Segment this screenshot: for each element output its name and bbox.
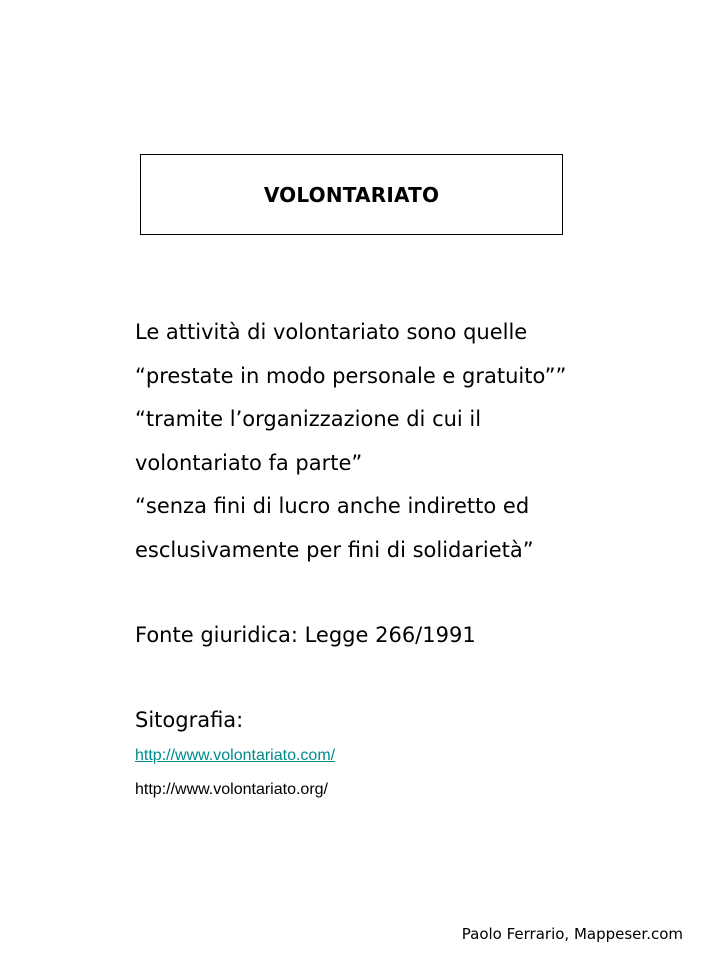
footer-credit: Paolo Ferrario, Mappeser.com <box>461 925 683 943</box>
definition-line: volontariato fa parte” <box>135 450 363 475</box>
link-volontariato-org: http://www.volontariato.org/ <box>135 781 328 798</box>
definition-line: “senza fini di lucro anche indiretto ed <box>135 494 530 518</box>
definition-text <box>135 311 695 572</box>
definition-line: “tramite l’organizzazione di cui il <box>135 407 482 431</box>
sitografia-heading: Sitografia: <box>135 708 244 732</box>
legal-source: Fonte giuridica: Legge 266/1991 <box>135 623 476 647</box>
definition-line: “prestate in modo personale e gratuito”” <box>135 363 567 388</box>
definition-line: Le attività di volontariato sono quelle <box>135 320 528 344</box>
link-volontariato-com[interactable]: http://www.volontariato.com/ <box>135 747 336 764</box>
definition-line: esclusivamente per fini di solidarietà” <box>135 537 534 562</box>
page-title: VOLONTARIATO <box>263 182 440 207</box>
title-box <box>140 154 563 235</box>
